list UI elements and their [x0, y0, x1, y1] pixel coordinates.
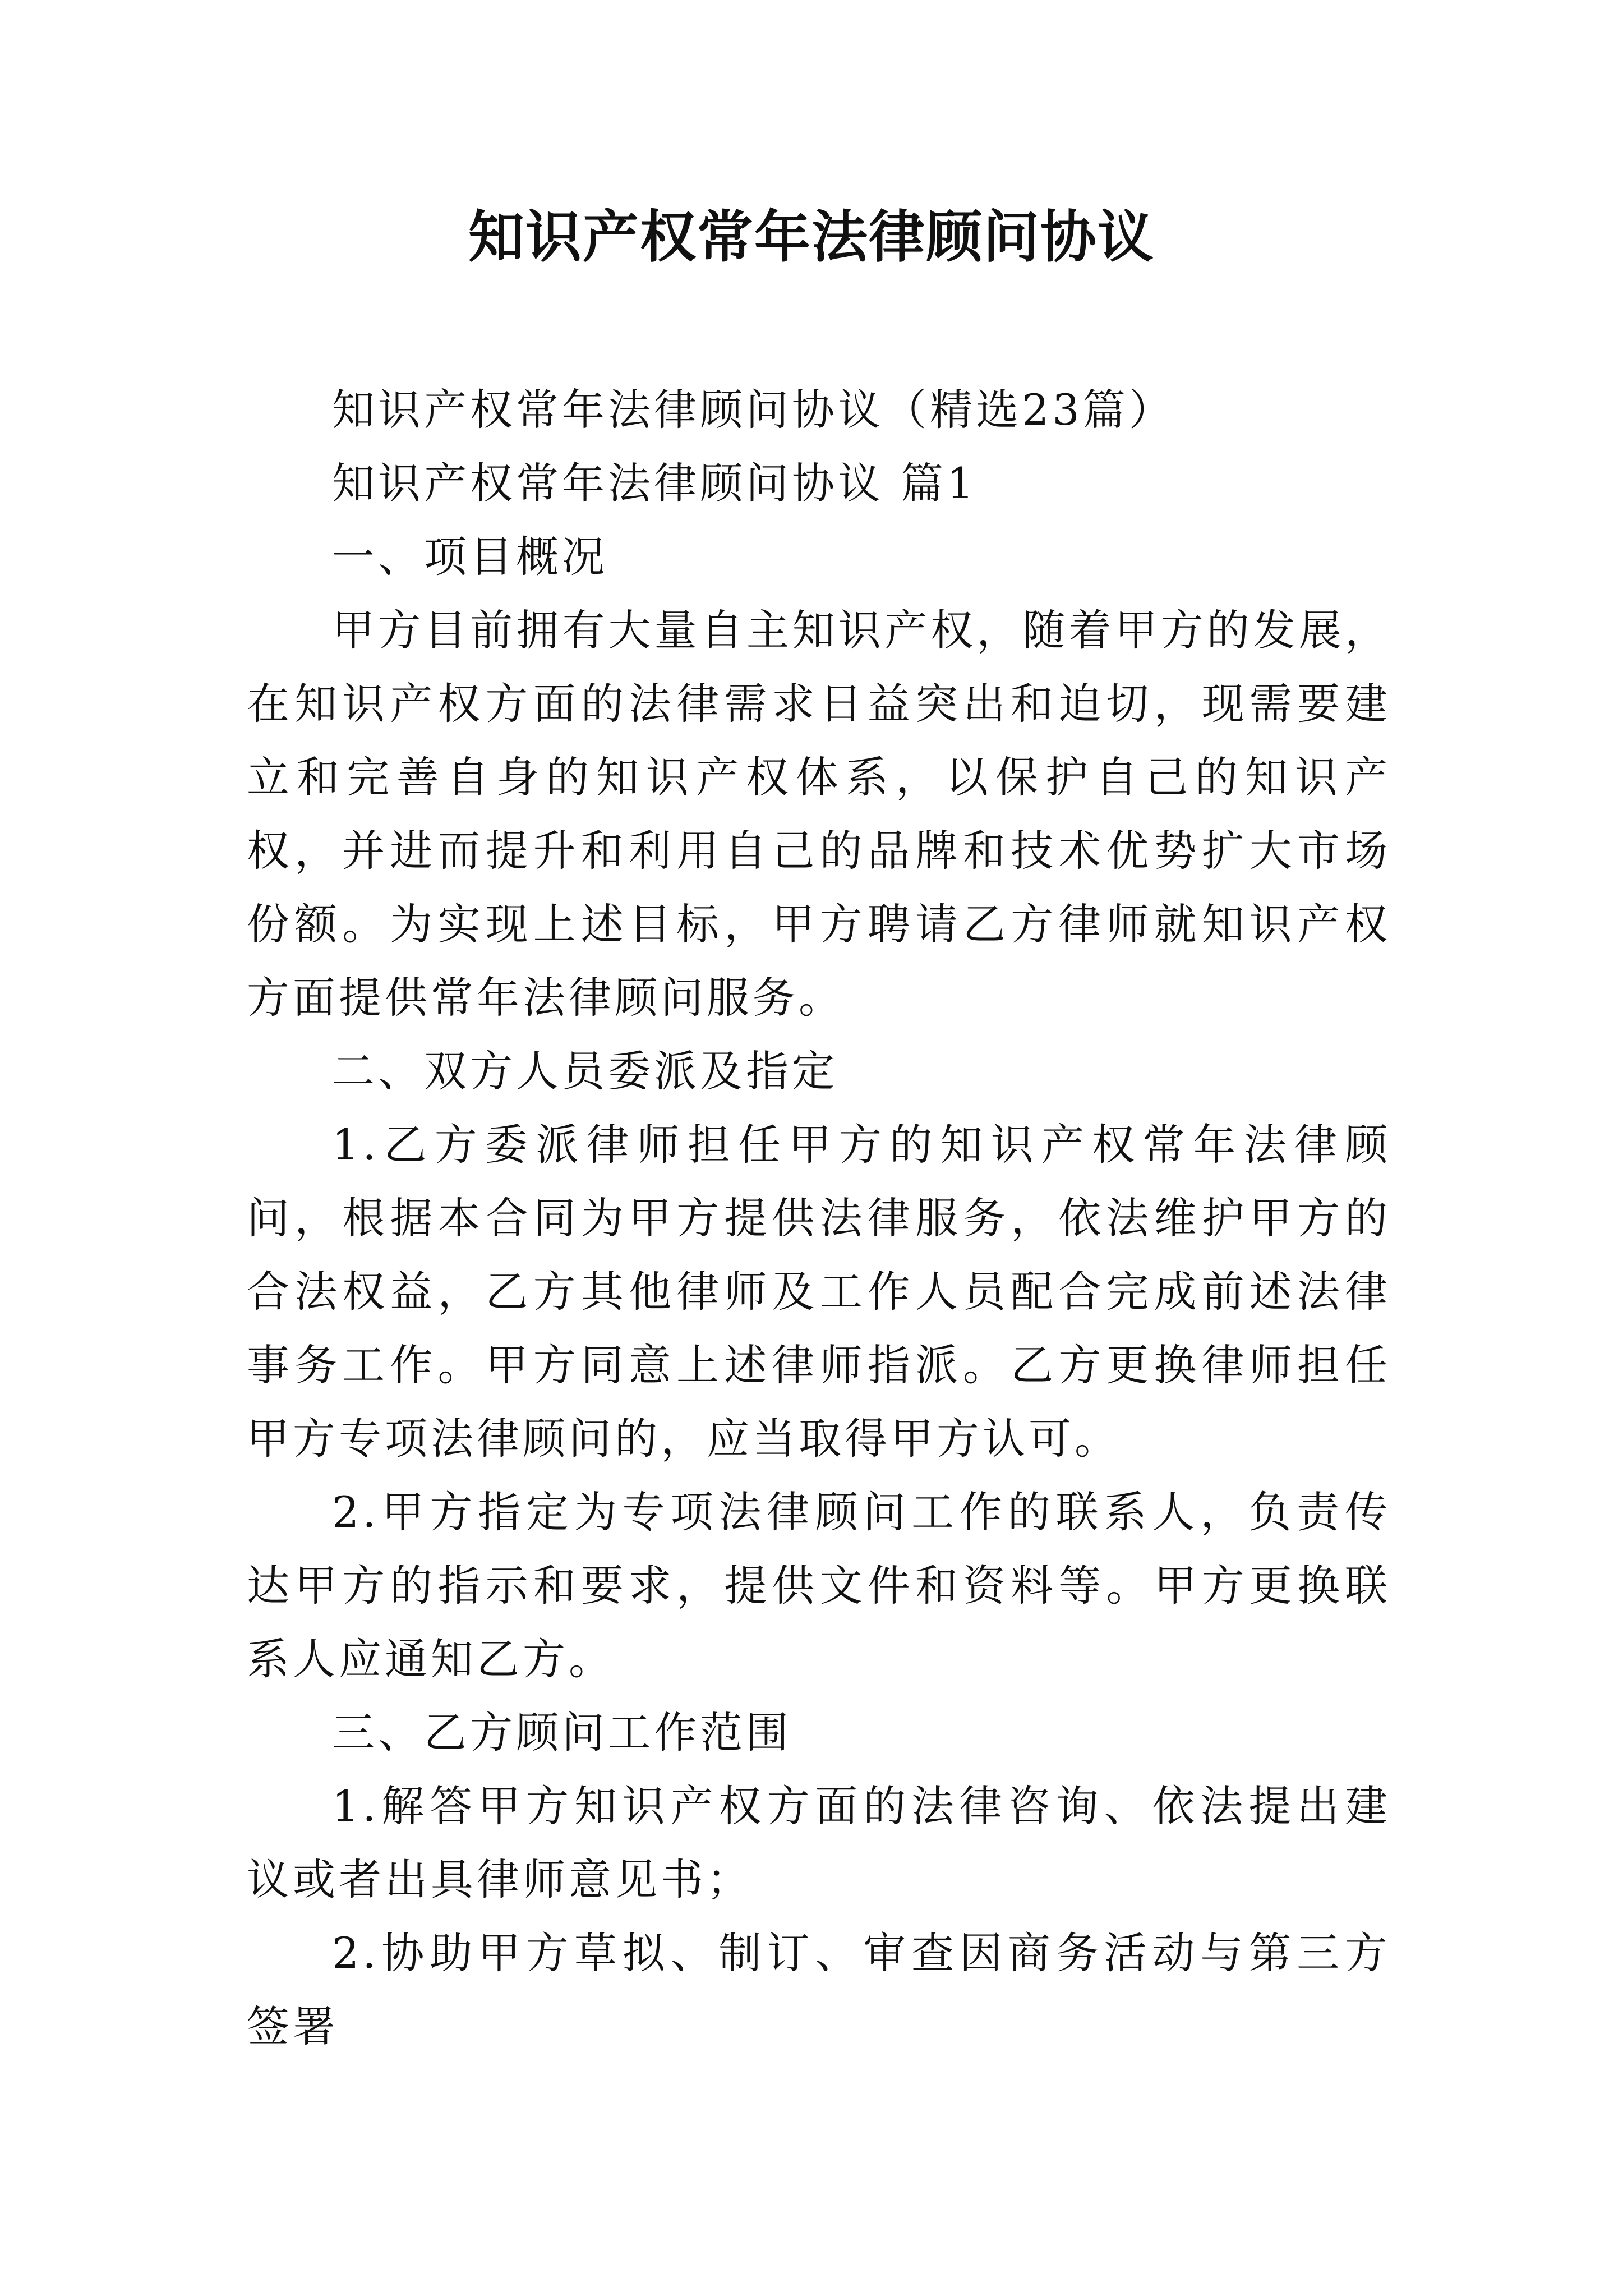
body-paragraph: 2.甲方指定为专项法律顾问工作的联系人，负责传达甲方的指示和要求，提供文件和资料等。甲方更换联系人应通知乙方。 [247, 1487, 1391, 1684]
document-title: 知识产权常年法律顾问协议 [468, 204, 1155, 270]
body-paragraph: 1.解答甲方知识产权方面的法律咨询、依法提出建议或者出具律师意见书； [247, 1781, 1391, 1904]
body-paragraph: 1.乙方委派律师担任甲方的知识产权常年法律顾问，根据本合同为甲方提供法律服务，依法维护甲方的合法权益，乙方其他律师及工作人员配合完成前述法律事务工作。甲方同意上述律师指派。乙方更换律师担任甲方专项法律顾问的，应当取得甲方认可。 [247, 1120, 1391, 1464]
document-body [247, 373, 1391, 2063]
body-paragraph: 2.协助甲方草拟、制订、审查因商务活动与第三方签署 [247, 1928, 1391, 2051]
body-paragraph: 甲方目前拥有大量自主知识产权，随着甲方的发展，在知识产权方面的法律需求日益突出和迫切，现需要建立和完善自身的知识产权体系，以保护自己的知识产权，并进而提升和利用自己的品牌和技术优势扩大市场份额。为实现上述目标，甲方聘请乙方律师就知识产权方面提供常年法律顾问服务。 [247, 605, 1391, 1023]
section-heading: 三、乙方顾问工作范围 [332, 1708, 792, 1757]
subtitle-paragraph: 知识产权常年法律顾问协议（精选23篇） [332, 385, 1175, 435]
section-heading: 二、双方人员委派及指定 [332, 1046, 838, 1096]
section-heading: 知识产权常年法律顾问协议 篇1 [332, 458, 978, 508]
section-heading: 一、项目概况 [332, 532, 608, 582]
